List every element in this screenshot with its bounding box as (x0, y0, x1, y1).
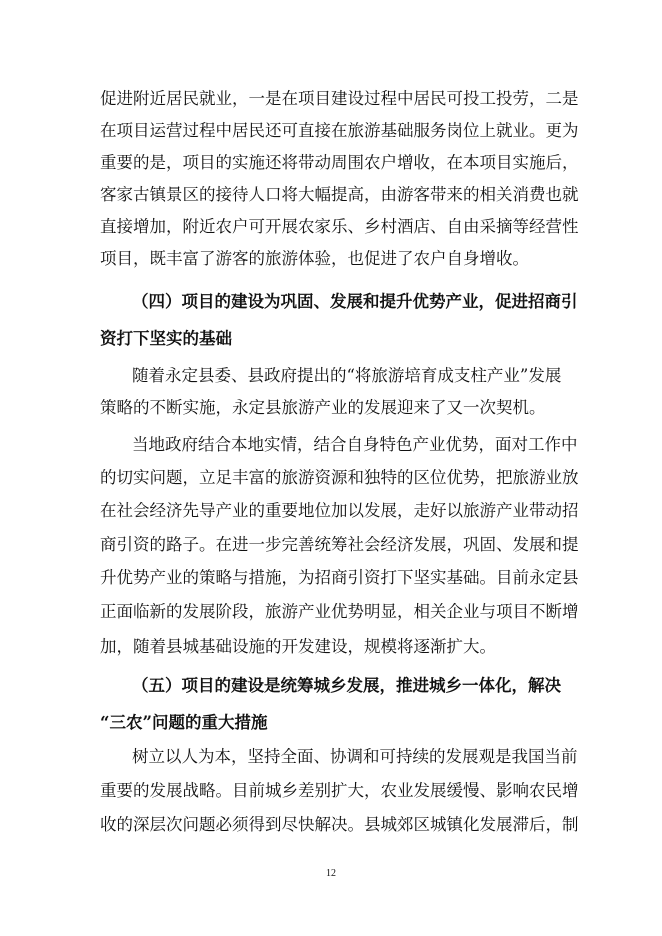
section-heading-5-cont: “三农”问题的重大措施 (100, 713, 268, 732)
paragraph-line: 正面临新的发展阶段，旅游产业优势明显，相关企业与项目不断增 (100, 602, 579, 621)
paragraph-line: 的切实问题，立足丰富的旅游资源和独特的区位优势，把旅游业放 (100, 468, 579, 487)
page-number: 12 (326, 868, 336, 879)
paragraph-line: 收的深层次问题必须得到尽快解决。县城郊区城镇化发展滞后，制 (100, 815, 579, 834)
paragraph-line: 升优势产业的策略与措施，为招商引资打下坚实基础。目前永定县 (100, 568, 579, 587)
paragraph-line: 加，随着县城基础设施的开发建设，规模将逐渐扩大。 (100, 637, 496, 656)
paragraph-line: 在社会经济先导产业的重要地位加以发展，走好以旅游产业带动招 (100, 501, 579, 520)
paragraph-line: 在项目运营过程中居民还可直接在旅游基础服务岗位上就业。更为 (100, 121, 579, 140)
section-heading-5: （五）项目的建设是统筹城乡发展，推进城乡一体化，解决 (132, 676, 561, 695)
paragraph-line: 商引资的路子。在进一步完善统筹社会经济发展，巩固、发展和提 (100, 535, 579, 554)
paragraph-line: 重要的发展战略。目前城乡差别扩大，农业发展缓慢、影响农民增 (100, 781, 579, 800)
paragraph-line: 随着永定县委、县政府提出的“将旅游培育成支柱产业”发展 (132, 366, 562, 385)
paragraph-line: 树立以人为本，坚持全面、协调和可持续的发展观是我国当前 (132, 747, 578, 766)
section-heading-4: （四）项目的建设为巩固、发展和提升优势产业，促进招商引 (132, 292, 578, 311)
paragraph-line: 促进附近居民就业，一是在项目建设过程中居民可投工投劳，二是 (100, 89, 579, 108)
paragraph-line: 重要的是，项目的实施还将带动周围农户增收，在本项目实施后， (100, 153, 579, 172)
paragraph-line: 策略的不断实施，永定县旅游产业的发展迎来了又一次契机。 (100, 398, 546, 417)
paragraph-line: 项目，既丰富了游客的旅游体验，也促进了农户自身增收。 (100, 249, 529, 268)
section-heading-4-cont: 资打下坚实的基础 (100, 329, 232, 348)
paragraph-line: 直接增加，附近农户可开展农家乐、乡村酒店、自由采摘等经营性 (100, 217, 579, 236)
paragraph-line: 当地政府结合本地实情，结合自身特色产业优势，面对工作中 (132, 435, 578, 454)
paragraph-line: 客家古镇景区的接待人口将大幅提高，由游客带来的相关消费也就 (100, 185, 579, 204)
